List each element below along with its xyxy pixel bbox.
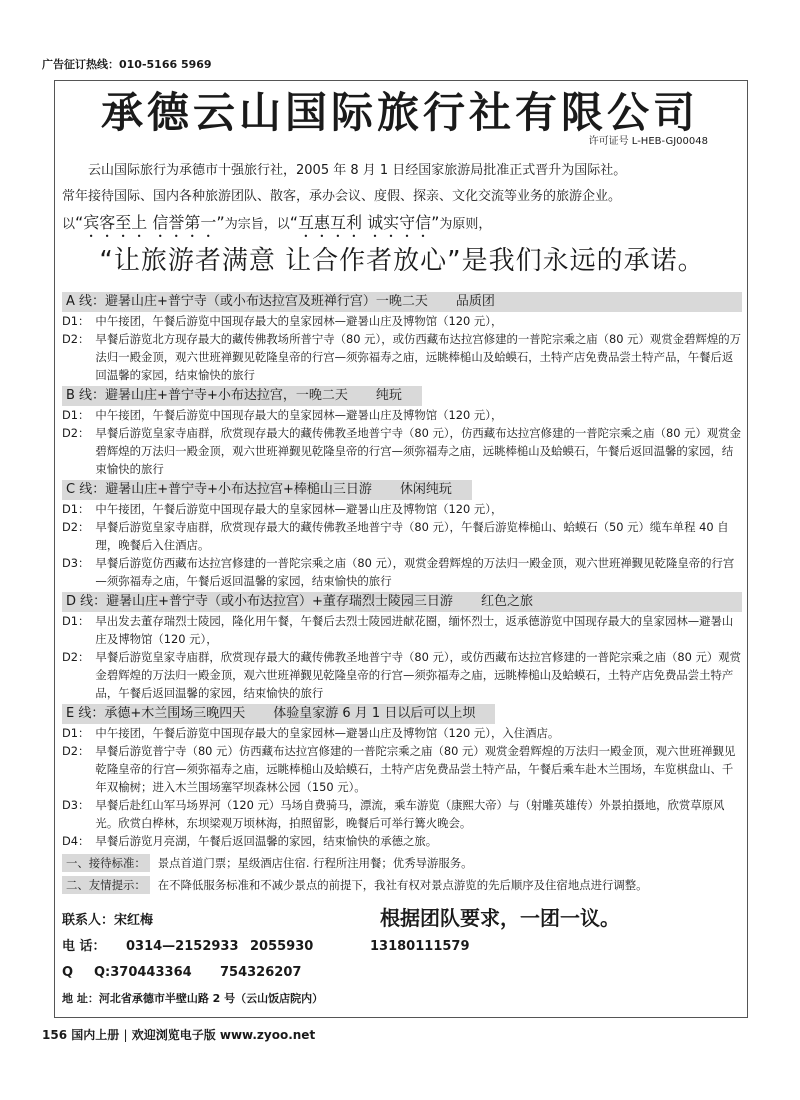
itinerary-day	[62, 330, 742, 384]
address-label: 地 址：	[62, 992, 99, 1005]
note-text: 景点首道门票；星级酒店住宿. 行程所注用餐；优秀导游服务。	[157, 856, 473, 870]
day-text: 早餐后游览仿西藏布达拉宫修建的一普陀宗乘之庙（80 元），观赏金碧辉煌的万法归一殿金顶，观六世班禅觐见乾隆皇帝的行宫—须弥福寿之庙，午餐后返回温馨的家园，结束愉快的旅行	[95, 556, 735, 588]
route-title: E 线：承德+木兰围场三晚四天	[66, 706, 246, 721]
address-row	[62, 986, 470, 1012]
intro-paragraph-1: 云山国际旅行为承德市十强旅行社，2005 年 8 月 1 日经国家旅游局批准正式晋升为国际社。	[88, 163, 627, 178]
route-header	[62, 292, 742, 312]
contact-person-label: 联系人：	[62, 913, 115, 928]
phone-2: 2055930	[250, 939, 314, 954]
route-tag: 红色之旅	[480, 594, 533, 609]
page-footer	[42, 1026, 315, 1043]
itinerary-day	[62, 518, 742, 554]
qq-number-1: Q:370443364	[94, 965, 192, 980]
route-tag: 纯玩	[375, 388, 402, 403]
qq-row	[62, 960, 470, 986]
intro	[62, 158, 742, 241]
intro-text: 为原则，	[439, 217, 492, 232]
day-label: D3：	[62, 556, 90, 570]
page-number: 156	[42, 1028, 68, 1042]
day-label: D1：	[62, 408, 90, 422]
phone-label: 电 话：	[62, 939, 106, 954]
day-text: 中午接团，午餐后游览中国现存最大的皇家园林—避暑山庄及博物馆（120 元），	[95, 408, 503, 422]
day-text: 早餐后游览皇家寺庙群，欣赏现存最大的藏传佛教圣地普宁寺（80 元），仿西藏布达拉宫修建的一普陀宗乘之庙（80 元）观赏金碧辉煌的万法归一殿金顶，观六世班禅觐见乾隆皇帝的行宫—须弥福寿之庙，远眺棒槌山及蛤蟆石，午餐后返回温馨的家园，结束愉快的旅行	[95, 426, 742, 476]
itinerary-day	[62, 500, 742, 518]
day-text: 早餐后游览皇家寺庙群，欣赏现存最大的藏传佛教圣地普宁寺（80 元），午餐后游览棒槌山、蛤蟆石（50 元）缆车单程 40 自理，晚餐后入住酒店。	[95, 520, 729, 552]
contact-person: 宋红梅	[114, 913, 154, 928]
intro-paragraph-3	[62, 210, 742, 241]
day-text: 早餐后游览北方现存最大的藏传佛教场所普宁寺（80 元），或仿西藏布达拉宫修建的一普陀宗乘之庙（80 元）观赏金碧辉煌的万法归一殿金顶，观六世班禅觐见乾隆皇帝的行宫—须弥福寿之庙，远眺棒槌山及蛤蟆石，土特产店免费品尝土特产品，午餐后返回温馨的家园，结束愉快的旅行	[95, 332, 742, 382]
route-header	[62, 592, 742, 612]
note-heading: 二、友情提示：	[62, 876, 150, 894]
phone-3: 13180111579	[370, 939, 470, 954]
day-label: D2：	[62, 332, 90, 346]
ad-hotline: 广告征订热线：010-5166 5969	[42, 58, 212, 71]
day-label: D4：	[62, 834, 90, 848]
intro-text: 为宗旨，以	[224, 217, 290, 232]
route-tag: 休闲纯玩	[399, 482, 452, 497]
footer-separator: |	[123, 1028, 128, 1042]
day-label: D1：	[62, 502, 90, 516]
motto-2: “互惠互利 诚实守信”	[289, 213, 440, 232]
group-slogan: 根据团队要求，一团一议。	[380, 906, 620, 930]
day-label: D2：	[62, 426, 90, 440]
itinerary-day	[62, 312, 742, 330]
day-text: 早餐后游览皇家寺庙群，欣赏现存最大的藏传佛教圣地普宁寺（80 元），或仿西藏布达拉宫修建的一普陀宗乘之庙（80 元）观赏金碧辉煌的万法归一殿金顶，观六世班禅觐见乾隆皇帝的行宫—须弥福寿之庙，远眺棒槌山及蛤蟆石，土特产店免费品尝土特产品，午餐后返回温馨的家园，结束愉快的旅行	[95, 650, 742, 700]
day-label: D2：	[62, 744, 90, 758]
qq-number-2: 754326207	[220, 965, 302, 980]
itinerary-day	[62, 424, 742, 478]
route-title: B 线：避暑山庄+普宁寺+小布达拉宫，一晚二天	[66, 388, 348, 403]
itinerary-day	[62, 554, 742, 590]
intro-text: 以	[62, 217, 76, 232]
day-label: D1：	[62, 314, 90, 328]
motto-1: “宾客至上 信誉第一”	[75, 213, 225, 232]
day-text: 早餐后游览月亮湖，午餐后返回温馨的家园，结束愉快的承德之旅。	[95, 834, 438, 848]
route-header	[62, 386, 422, 406]
section-name: 国内上册	[71, 1028, 120, 1042]
day-text: 中午接团，午餐后游览中国现存最大的皇家园林—避暑山庄及博物馆（120 元），入住酒店。	[95, 726, 560, 740]
route-title: C 线：避暑山庄+普宁寺+小布达拉宫+棒槌山三日游	[66, 482, 372, 497]
phone-1: 0314—2152933	[126, 939, 239, 954]
itinerary-day	[62, 832, 742, 850]
route-tag: 体验皇家游 6 月 1 日以后可以上坝	[273, 706, 476, 721]
intro-paragraph-2: 常年接待国际、国内各种旅游团队、散客，承办会议、度假、探亲、文化交流等业务的旅游企业。	[62, 189, 622, 204]
note-row	[62, 854, 742, 872]
day-label: D1：	[62, 614, 90, 628]
day-label: D1：	[62, 726, 90, 740]
route-title: D 线：避暑山庄+普宁寺（或小布达拉宫）+董存瑞烈士陵园三日游	[66, 594, 453, 609]
itinerary-day	[62, 648, 742, 702]
address: 河北省承德市半壁山路 2 号（云山饭店院内）	[98, 992, 324, 1005]
route-header	[62, 480, 472, 500]
day-label: D2：	[62, 520, 90, 534]
website[interactable]: 欢迎浏览电子版 www.zyoo.net	[131, 1028, 316, 1042]
license-number: 许可证号 L-HEB-GJ00048	[588, 136, 708, 147]
qq-label: Q	[62, 965, 74, 980]
itinerary-day	[62, 406, 742, 424]
route-title: A 线：避暑山庄+普宁寺（或小布达拉宫及班禅行宫）一晚二天	[66, 294, 428, 309]
day-text: 早餐后游览普宁寺（80 元）仿西藏布达拉宫修建的一普陀宗乘之庙（80 元）观赏金碧辉煌的万法归一殿金顶，观六世班禅觐见乾隆皇帝的行宫—须弥福寿之庙，远眺棒槌山及蛤蟆石，土特产店免费品尝土特产品，午餐后乘车赴木兰围场，车览棋盘山、千年双榆树；进入木兰围场塞罕坝森林公园（150 元）。	[95, 744, 736, 794]
slogan: “让旅游者满意 让合作者放心”是我们永远的承诺。	[99, 246, 705, 276]
route-list	[62, 290, 742, 894]
note-heading: 一、接待标准：	[62, 854, 150, 872]
itinerary-day	[62, 742, 742, 796]
route-header	[62, 704, 495, 724]
company-title: 承德云山国际旅行社有限公司	[100, 88, 699, 137]
itinerary-day	[62, 612, 742, 648]
note-row	[62, 876, 742, 894]
note-text: 在不降低服务标准和不减少景点的前提下，我社有权对景点游览的先后顺序及住宿地点进行调整。	[157, 878, 648, 892]
day-label: D3：	[62, 798, 90, 812]
day-text: 早餐后赴红山军马场界河（120 元）马场自费骑马，漂流，乘车游览（康熙大帝）与（射雕英雄传）外景拍摄地，欣赏草原风光。欣赏白桦林，东坝梁观万顷林海，拍照留影，晚餐后可举行篝火晚会。	[95, 798, 725, 830]
day-text: 中午接团，午餐后游览中国现存最大的皇家园林—避暑山庄及博物馆（120 元），	[95, 502, 503, 516]
day-text: 中午接团，午餐后游览中国现存最大的皇家园林—避暑山庄及博物馆（120 元），	[95, 314, 503, 328]
day-text: 早出发去董存瑞烈士陵园，隆化用午餐，午餐后去烈士陵园进献花圈，缅怀烈士，返承德游览中国现存最大的皇家园林—避暑山庄及博物馆（120 元），	[95, 614, 734, 646]
route-tag: 品质团	[455, 294, 495, 309]
itinerary-day	[62, 724, 742, 742]
itinerary-day	[62, 796, 742, 832]
phone-row	[62, 934, 470, 960]
day-label: D2：	[62, 650, 90, 664]
